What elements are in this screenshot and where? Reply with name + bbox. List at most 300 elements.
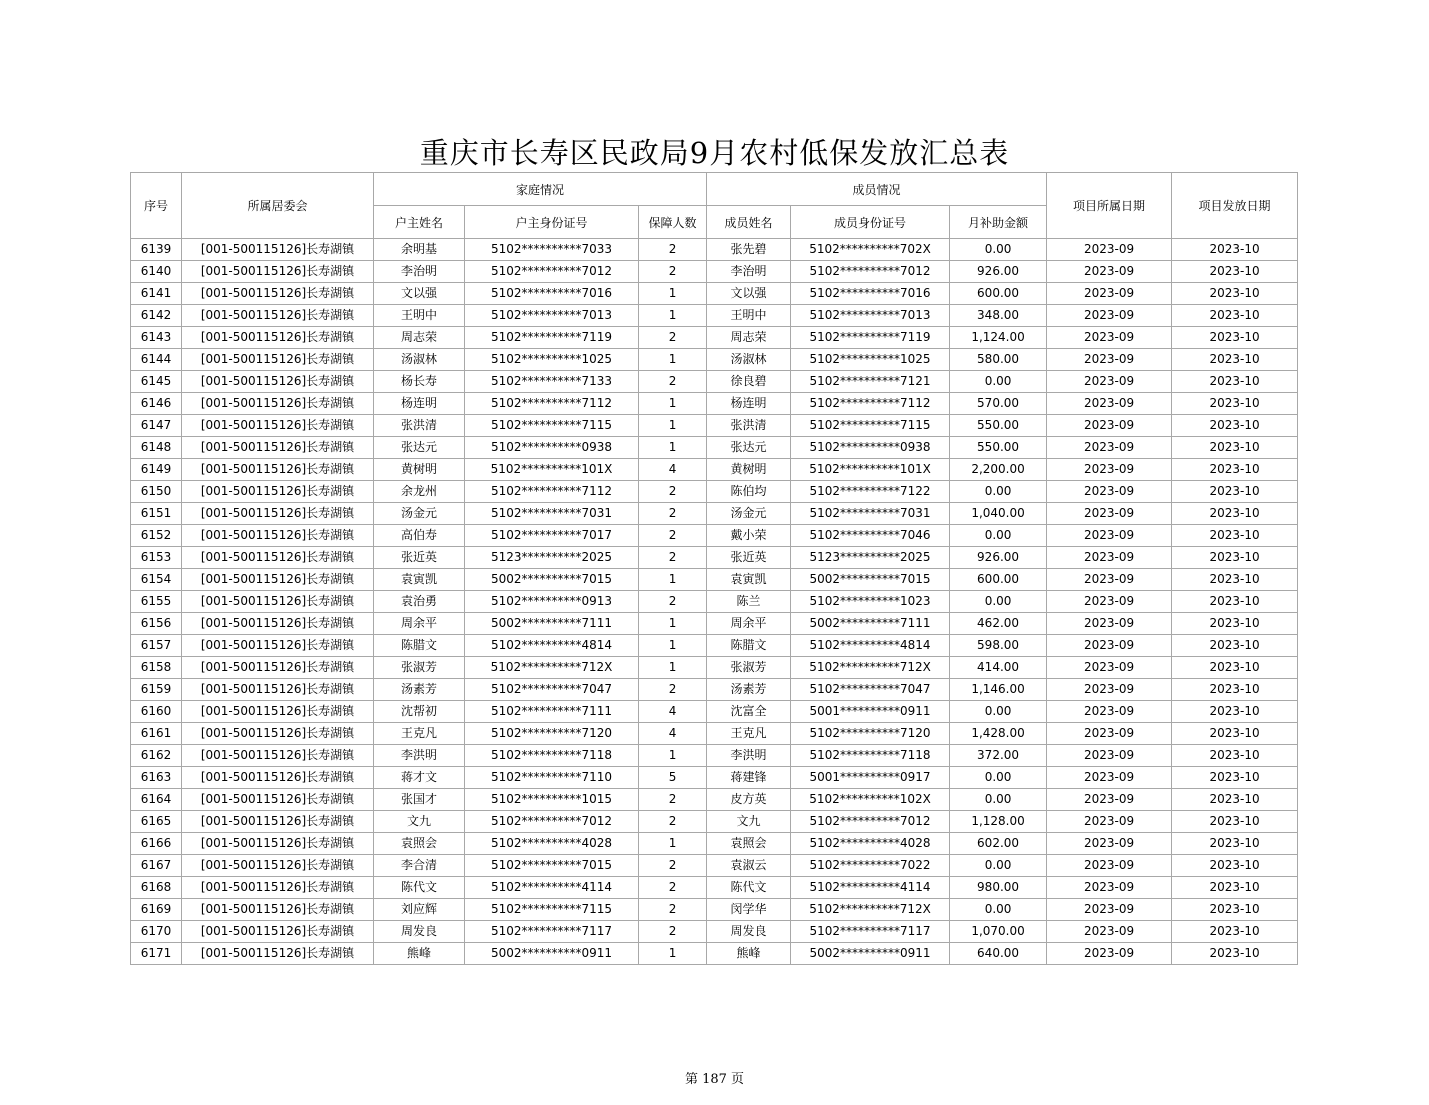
head-name-cell: 周志荣 xyxy=(374,327,465,349)
committee-cell: [001-500115126]长寿湖镇 xyxy=(182,943,374,965)
insured-count-cell: 2 xyxy=(639,547,707,569)
head-name-cell: 文以强 xyxy=(374,283,465,305)
member-id-cell: 5102**********7118 xyxy=(791,745,950,767)
page-title: 重庆市长寿区民政局9月农村低保发放汇总表 xyxy=(419,136,1010,170)
table-row xyxy=(131,525,1298,547)
table-row xyxy=(131,613,1298,635)
member-id-cell: 5102**********7121 xyxy=(791,371,950,393)
member-id-cell: 5102**********7031 xyxy=(791,503,950,525)
issue-date-cell: 2023-10 xyxy=(1172,855,1298,877)
head-id-cell: 5002**********7111 xyxy=(465,613,639,635)
issue-date-cell: 2023-10 xyxy=(1172,305,1298,327)
issue-date-cell: 2023-10 xyxy=(1172,657,1298,679)
seq-cell: 6139 xyxy=(131,239,182,261)
issue-date-cell: 2023-10 xyxy=(1172,745,1298,767)
allowance-table xyxy=(130,172,1298,965)
item-date-cell: 2023-09 xyxy=(1047,701,1172,723)
member-id-cell: 5102**********7119 xyxy=(791,327,950,349)
seq-cell: 6145 xyxy=(131,371,182,393)
committee-cell: [001-500115126]长寿湖镇 xyxy=(182,283,374,305)
insured-count-cell: 4 xyxy=(639,701,707,723)
monthly-amount-cell: 0.00 xyxy=(950,591,1047,613)
issue-date-cell: 2023-10 xyxy=(1172,371,1298,393)
committee-cell: [001-500115126]长寿湖镇 xyxy=(182,371,374,393)
seq-cell: 6153 xyxy=(131,547,182,569)
item-date-cell: 2023-09 xyxy=(1047,349,1172,371)
member-id-cell: 5102**********1025 xyxy=(791,349,950,371)
head-name-cell: 李洪明 xyxy=(374,745,465,767)
seq-cell: 6147 xyxy=(131,415,182,437)
head-id-cell: 5102**********7112 xyxy=(465,393,639,415)
head-id-cell: 5102**********7047 xyxy=(465,679,639,701)
insured-count-cell: 2 xyxy=(639,239,707,261)
insured-count-cell: 1 xyxy=(639,415,707,437)
item-date-cell: 2023-09 xyxy=(1047,613,1172,635)
seq-cell: 6164 xyxy=(131,789,182,811)
head-name-cell: 袁照会 xyxy=(374,833,465,855)
committee-cell: [001-500115126]长寿湖镇 xyxy=(182,635,374,657)
head-name-cell: 李合清 xyxy=(374,855,465,877)
member-name-cell: 杨连明 xyxy=(707,393,791,415)
item-date-cell: 2023-09 xyxy=(1047,635,1172,657)
issue-date-cell: 2023-10 xyxy=(1172,569,1298,591)
issue-date-cell: 2023-10 xyxy=(1172,481,1298,503)
member-id-cell: 5001**********0911 xyxy=(791,701,950,723)
monthly-amount-cell: 550.00 xyxy=(950,437,1047,459)
monthly-amount-cell: 600.00 xyxy=(950,283,1047,305)
committee-cell: [001-500115126]长寿湖镇 xyxy=(182,261,374,283)
insured-count-cell: 1 xyxy=(639,943,707,965)
table-row xyxy=(131,591,1298,613)
member-name-cell: 汤素芳 xyxy=(707,679,791,701)
member-name-cell: 王明中 xyxy=(707,305,791,327)
monthly-amount-cell: 602.00 xyxy=(950,833,1047,855)
head-name-cell: 王克凡 xyxy=(374,723,465,745)
member-name-cell: 沈富全 xyxy=(707,701,791,723)
item-date-cell: 2023-09 xyxy=(1047,547,1172,569)
monthly-amount-cell: 926.00 xyxy=(950,547,1047,569)
head-id-cell: 5102**********7119 xyxy=(465,327,639,349)
head-id-cell: 5102**********7112 xyxy=(465,481,639,503)
head-name-cell: 汤淑林 xyxy=(374,349,465,371)
table-row xyxy=(131,305,1298,327)
monthly-amount-cell: 0.00 xyxy=(950,239,1047,261)
committee-cell: [001-500115126]长寿湖镇 xyxy=(182,789,374,811)
monthly-amount-cell: 1,040.00 xyxy=(950,503,1047,525)
member-name-cell: 王克凡 xyxy=(707,723,791,745)
monthly-amount-cell: 1,428.00 xyxy=(950,723,1047,745)
head-id-cell: 5102**********7012 xyxy=(465,811,639,833)
seq-cell: 6162 xyxy=(131,745,182,767)
head-id-cell: 5102**********1025 xyxy=(465,349,639,371)
head-name-cell: 周发良 xyxy=(374,921,465,943)
committee-cell: [001-500115126]长寿湖镇 xyxy=(182,767,374,789)
monthly-amount-cell: 348.00 xyxy=(950,305,1047,327)
table-row xyxy=(131,833,1298,855)
issue-date-cell: 2023-10 xyxy=(1172,415,1298,437)
item-date-cell: 2023-09 xyxy=(1047,789,1172,811)
seq-cell: 6166 xyxy=(131,833,182,855)
committee-cell: [001-500115126]长寿湖镇 xyxy=(182,591,374,613)
member-name-cell: 袁照会 xyxy=(707,833,791,855)
head-name-cell: 沈帮初 xyxy=(374,701,465,723)
issue-date-cell: 2023-10 xyxy=(1172,261,1298,283)
head-id-cell: 5102**********7115 xyxy=(465,415,639,437)
header-committee: 所属居委会 xyxy=(182,173,374,239)
insured-count-cell: 1 xyxy=(639,305,707,327)
item-date-cell: 2023-09 xyxy=(1047,305,1172,327)
item-date-cell: 2023-09 xyxy=(1047,503,1172,525)
item-date-cell: 2023-09 xyxy=(1047,833,1172,855)
member-id-cell: 5002**********7015 xyxy=(791,569,950,591)
insured-count-cell: 1 xyxy=(639,437,707,459)
member-id-cell: 5102**********7022 xyxy=(791,855,950,877)
issue-date-cell: 2023-10 xyxy=(1172,283,1298,305)
item-date-cell: 2023-09 xyxy=(1047,811,1172,833)
member-id-cell: 5102**********0938 xyxy=(791,437,950,459)
header-family-group: 家庭情况 xyxy=(374,173,707,206)
issue-date-cell: 2023-10 xyxy=(1172,547,1298,569)
seq-cell: 6157 xyxy=(131,635,182,657)
committee-cell: [001-500115126]长寿湖镇 xyxy=(182,503,374,525)
insured-count-cell: 2 xyxy=(639,679,707,701)
committee-cell: [001-500115126]长寿湖镇 xyxy=(182,899,374,921)
table-row xyxy=(131,349,1298,371)
head-name-cell: 黄树明 xyxy=(374,459,465,481)
seq-cell: 6149 xyxy=(131,459,182,481)
head-name-cell: 高伯寿 xyxy=(374,525,465,547)
member-id-cell: 5102**********7117 xyxy=(791,921,950,943)
insured-count-cell: 1 xyxy=(639,635,707,657)
insured-count-cell: 1 xyxy=(639,349,707,371)
member-id-cell: 5102**********7047 xyxy=(791,679,950,701)
table-row xyxy=(131,921,1298,943)
insured-count-cell: 2 xyxy=(639,877,707,899)
member-id-cell: 5102**********7120 xyxy=(791,723,950,745)
item-date-cell: 2023-09 xyxy=(1047,679,1172,701)
item-date-cell: 2023-09 xyxy=(1047,327,1172,349)
monthly-amount-cell: 1,124.00 xyxy=(950,327,1047,349)
head-name-cell: 熊峰 xyxy=(374,943,465,965)
item-date-cell: 2023-09 xyxy=(1047,415,1172,437)
table-row xyxy=(131,239,1298,261)
member-id-cell: 5102**********7122 xyxy=(791,481,950,503)
head-id-cell: 5102**********7017 xyxy=(465,525,639,547)
head-id-cell: 5102**********0938 xyxy=(465,437,639,459)
seq-cell: 6165 xyxy=(131,811,182,833)
seq-cell: 6151 xyxy=(131,503,182,525)
member-name-cell: 周志荣 xyxy=(707,327,791,349)
member-name-cell: 张洪清 xyxy=(707,415,791,437)
member-name-cell: 汤金元 xyxy=(707,503,791,525)
monthly-amount-cell: 580.00 xyxy=(950,349,1047,371)
table-row xyxy=(131,679,1298,701)
member-name-cell: 徐良碧 xyxy=(707,371,791,393)
head-id-cell: 5123**********2025 xyxy=(465,547,639,569)
head-name-cell: 王明中 xyxy=(374,305,465,327)
insured-count-cell: 2 xyxy=(639,503,707,525)
seq-cell: 6168 xyxy=(131,877,182,899)
member-name-cell: 文以强 xyxy=(707,283,791,305)
issue-date-cell: 2023-10 xyxy=(1172,503,1298,525)
header-head-id: 户主身份证号 xyxy=(465,206,639,239)
head-name-cell: 文九 xyxy=(374,811,465,833)
issue-date-cell: 2023-10 xyxy=(1172,591,1298,613)
head-id-cell: 5102**********7115 xyxy=(465,899,639,921)
issue-date-cell: 2023-10 xyxy=(1172,811,1298,833)
head-id-cell: 5102**********0913 xyxy=(465,591,639,613)
issue-date-cell: 2023-10 xyxy=(1172,899,1298,921)
insured-count-cell: 2 xyxy=(639,591,707,613)
member-name-cell: 陈伯均 xyxy=(707,481,791,503)
head-id-cell: 5002**********7015 xyxy=(465,569,639,591)
insured-count-cell: 2 xyxy=(639,525,707,547)
member-id-cell: 5102**********4114 xyxy=(791,877,950,899)
committee-cell: [001-500115126]长寿湖镇 xyxy=(182,305,374,327)
member-name-cell: 张先碧 xyxy=(707,239,791,261)
committee-cell: [001-500115126]长寿湖镇 xyxy=(182,811,374,833)
issue-date-cell: 2023-10 xyxy=(1172,239,1298,261)
table-row xyxy=(131,415,1298,437)
committee-cell: [001-500115126]长寿湖镇 xyxy=(182,657,374,679)
member-id-cell: 5102**********7046 xyxy=(791,525,950,547)
member-name-cell: 汤淑林 xyxy=(707,349,791,371)
header-seq: 序号 xyxy=(131,173,182,239)
member-name-cell: 周余平 xyxy=(707,613,791,635)
item-date-cell: 2023-09 xyxy=(1047,591,1172,613)
head-id-cell: 5102**********7012 xyxy=(465,261,639,283)
committee-cell: [001-500115126]长寿湖镇 xyxy=(182,723,374,745)
table-body xyxy=(131,239,1298,965)
seq-cell: 6154 xyxy=(131,569,182,591)
insured-count-cell: 2 xyxy=(639,371,707,393)
committee-cell: [001-500115126]长寿湖镇 xyxy=(182,701,374,723)
member-name-cell: 张达元 xyxy=(707,437,791,459)
head-id-cell: 5102**********4114 xyxy=(465,877,639,899)
issue-date-cell: 2023-10 xyxy=(1172,943,1298,965)
insured-count-cell: 1 xyxy=(639,657,707,679)
monthly-amount-cell: 0.00 xyxy=(950,789,1047,811)
head-name-cell: 袁治勇 xyxy=(374,591,465,613)
monthly-amount-cell: 0.00 xyxy=(950,371,1047,393)
head-name-cell: 陈代文 xyxy=(374,877,465,899)
seq-cell: 6163 xyxy=(131,767,182,789)
member-id-cell: 5102**********101X xyxy=(791,459,950,481)
item-date-cell: 2023-09 xyxy=(1047,943,1172,965)
insured-count-cell: 2 xyxy=(639,789,707,811)
head-name-cell: 张洪清 xyxy=(374,415,465,437)
header-head-name: 户主姓名 xyxy=(374,206,465,239)
monthly-amount-cell: 0.00 xyxy=(950,701,1047,723)
member-id-cell: 5102**********7012 xyxy=(791,261,950,283)
member-name-cell: 陈腊文 xyxy=(707,635,791,657)
committee-cell: [001-500115126]长寿湖镇 xyxy=(182,833,374,855)
table-row xyxy=(131,437,1298,459)
seq-cell: 6156 xyxy=(131,613,182,635)
item-date-cell: 2023-09 xyxy=(1047,899,1172,921)
head-name-cell: 杨长寿 xyxy=(374,371,465,393)
committee-cell: [001-500115126]长寿湖镇 xyxy=(182,349,374,371)
issue-date-cell: 2023-10 xyxy=(1172,723,1298,745)
header-issue-date: 项目发放日期 xyxy=(1172,173,1298,239)
insured-count-cell: 5 xyxy=(639,767,707,789)
insured-count-cell: 1 xyxy=(639,569,707,591)
member-id-cell: 5002**********0911 xyxy=(791,943,950,965)
member-name-cell: 陈兰 xyxy=(707,591,791,613)
member-name-cell: 张近英 xyxy=(707,547,791,569)
member-id-cell: 5123**********2025 xyxy=(791,547,950,569)
committee-cell: [001-500115126]长寿湖镇 xyxy=(182,327,374,349)
monthly-amount-cell: 0.00 xyxy=(950,481,1047,503)
item-date-cell: 2023-09 xyxy=(1047,481,1172,503)
member-id-cell: 5102**********7112 xyxy=(791,393,950,415)
head-id-cell: 5102**********712X xyxy=(465,657,639,679)
member-name-cell: 黄树明 xyxy=(707,459,791,481)
insured-count-cell: 2 xyxy=(639,261,707,283)
head-name-cell: 汤金元 xyxy=(374,503,465,525)
table-row xyxy=(131,481,1298,503)
monthly-amount-cell: 1,070.00 xyxy=(950,921,1047,943)
head-id-cell: 5102**********7117 xyxy=(465,921,639,943)
table-row xyxy=(131,327,1298,349)
committee-cell: [001-500115126]长寿湖镇 xyxy=(182,481,374,503)
item-date-cell: 2023-09 xyxy=(1047,745,1172,767)
table-row xyxy=(131,811,1298,833)
item-date-cell: 2023-09 xyxy=(1047,261,1172,283)
seq-cell: 6141 xyxy=(131,283,182,305)
issue-date-cell: 2023-10 xyxy=(1172,701,1298,723)
member-name-cell: 袁寅凯 xyxy=(707,569,791,591)
item-date-cell: 2023-09 xyxy=(1047,437,1172,459)
insured-count-cell: 4 xyxy=(639,723,707,745)
item-date-cell: 2023-09 xyxy=(1047,855,1172,877)
monthly-amount-cell: 372.00 xyxy=(950,745,1047,767)
member-id-cell: 5102**********7115 xyxy=(791,415,950,437)
item-date-cell: 2023-09 xyxy=(1047,459,1172,481)
item-date-cell: 2023-09 xyxy=(1047,283,1172,305)
head-id-cell: 5102**********4814 xyxy=(465,635,639,657)
issue-date-cell: 2023-10 xyxy=(1172,327,1298,349)
table-row xyxy=(131,701,1298,723)
committee-cell: [001-500115126]长寿湖镇 xyxy=(182,855,374,877)
table-row xyxy=(131,899,1298,921)
seq-cell: 6146 xyxy=(131,393,182,415)
committee-cell: [001-500115126]长寿湖镇 xyxy=(182,525,374,547)
issue-date-cell: 2023-10 xyxy=(1172,635,1298,657)
seq-cell: 6140 xyxy=(131,261,182,283)
member-id-cell: 5102**********4028 xyxy=(791,833,950,855)
insured-count-cell: 1 xyxy=(639,833,707,855)
seq-cell: 6160 xyxy=(131,701,182,723)
item-date-cell: 2023-09 xyxy=(1047,371,1172,393)
issue-date-cell: 2023-10 xyxy=(1172,349,1298,371)
monthly-amount-cell: 550.00 xyxy=(950,415,1047,437)
insured-count-cell: 1 xyxy=(639,745,707,767)
seq-cell: 6170 xyxy=(131,921,182,943)
monthly-amount-cell: 640.00 xyxy=(950,943,1047,965)
seq-cell: 6158 xyxy=(131,657,182,679)
issue-date-cell: 2023-10 xyxy=(1172,525,1298,547)
table-row xyxy=(131,723,1298,745)
member-name-cell: 闵学华 xyxy=(707,899,791,921)
head-name-cell: 张国才 xyxy=(374,789,465,811)
seq-cell: 6150 xyxy=(131,481,182,503)
table-row xyxy=(131,371,1298,393)
table-row xyxy=(131,283,1298,305)
committee-cell: [001-500115126]长寿湖镇 xyxy=(182,745,374,767)
head-name-cell: 余明基 xyxy=(374,239,465,261)
seq-cell: 6169 xyxy=(131,899,182,921)
member-name-cell: 皮方英 xyxy=(707,789,791,811)
head-name-cell: 张近英 xyxy=(374,547,465,569)
issue-date-cell: 2023-10 xyxy=(1172,921,1298,943)
member-name-cell: 蒋建锋 xyxy=(707,767,791,789)
monthly-amount-cell: 0.00 xyxy=(950,767,1047,789)
seq-cell: 6148 xyxy=(131,437,182,459)
head-id-cell: 5102**********7033 xyxy=(465,239,639,261)
head-name-cell: 周余平 xyxy=(374,613,465,635)
head-name-cell: 汤素芳 xyxy=(374,679,465,701)
member-name-cell: 戴小荣 xyxy=(707,525,791,547)
insured-count-cell: 2 xyxy=(639,921,707,943)
head-id-cell: 5102**********4028 xyxy=(465,833,639,855)
issue-date-cell: 2023-10 xyxy=(1172,459,1298,481)
member-name-cell: 袁淑云 xyxy=(707,855,791,877)
header-member-name: 成员姓名 xyxy=(707,206,791,239)
committee-cell: [001-500115126]长寿湖镇 xyxy=(182,393,374,415)
item-date-cell: 2023-09 xyxy=(1047,877,1172,899)
item-date-cell: 2023-09 xyxy=(1047,723,1172,745)
monthly-amount-cell: 0.00 xyxy=(950,899,1047,921)
member-id-cell: 5102**********4814 xyxy=(791,635,950,657)
monthly-amount-cell: 0.00 xyxy=(950,855,1047,877)
head-id-cell: 5102**********7120 xyxy=(465,723,639,745)
seq-cell: 6144 xyxy=(131,349,182,371)
insured-count-cell: 1 xyxy=(639,393,707,415)
committee-cell: [001-500115126]长寿湖镇 xyxy=(182,877,374,899)
member-id-cell: 5001**********0917 xyxy=(791,767,950,789)
insured-count-cell: 2 xyxy=(639,855,707,877)
head-name-cell: 余龙州 xyxy=(374,481,465,503)
committee-cell: [001-500115126]长寿湖镇 xyxy=(182,679,374,701)
insured-count-cell: 2 xyxy=(639,327,707,349)
member-id-cell: 5002**********7111 xyxy=(791,613,950,635)
table-row xyxy=(131,635,1298,657)
committee-cell: [001-500115126]长寿湖镇 xyxy=(182,921,374,943)
member-id-cell: 5102**********7013 xyxy=(791,305,950,327)
member-id-cell: 5102**********702X xyxy=(791,239,950,261)
member-name-cell: 李治明 xyxy=(707,261,791,283)
table-row xyxy=(131,877,1298,899)
monthly-amount-cell: 2,200.00 xyxy=(950,459,1047,481)
head-name-cell: 刘应辉 xyxy=(374,899,465,921)
header-member-group: 成员情况 xyxy=(707,173,1047,206)
header-insured-count: 保障人数 xyxy=(639,206,707,239)
committee-cell: [001-500115126]长寿湖镇 xyxy=(182,547,374,569)
issue-date-cell: 2023-10 xyxy=(1172,437,1298,459)
head-id-cell: 5102**********7013 xyxy=(465,305,639,327)
head-id-cell: 5102**********101X xyxy=(465,459,639,481)
member-id-cell: 5102**********712X xyxy=(791,657,950,679)
head-name-cell: 袁寅凯 xyxy=(374,569,465,591)
item-date-cell: 2023-09 xyxy=(1047,921,1172,943)
table-row xyxy=(131,261,1298,283)
insured-count-cell: 2 xyxy=(639,899,707,921)
insured-count-cell: 1 xyxy=(639,283,707,305)
monthly-amount-cell: 1,128.00 xyxy=(950,811,1047,833)
head-id-cell: 5102**********7016 xyxy=(465,283,639,305)
issue-date-cell: 2023-10 xyxy=(1172,833,1298,855)
